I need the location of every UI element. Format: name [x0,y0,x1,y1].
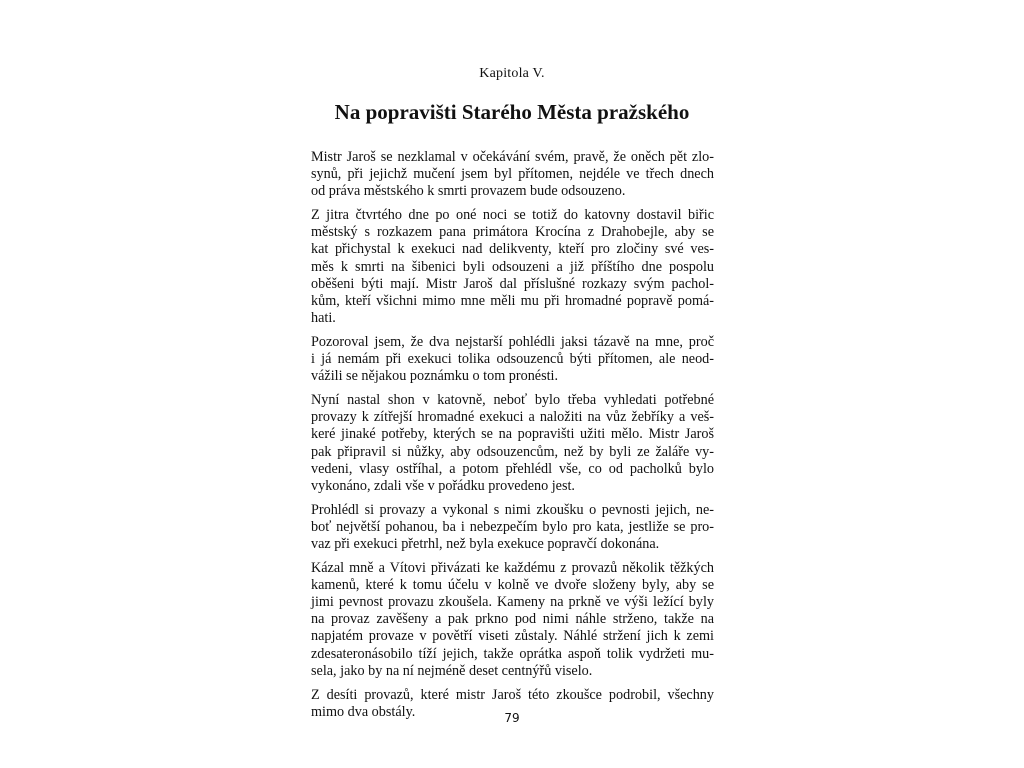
text-line: od práva městského k smrti provazem bude odsouzeno. [311,183,626,200]
text-line: kům, kteří všichni mimo mne měli mu při hromadné popravě pomá- [311,292,714,309]
text-line: Kázal mně a Vítovi přivázati ke každému z provazů několik těžkých [311,560,714,577]
text-line: provazy k zítřejší hromadné exekuci a naložiti na vůz žebříky a veš- [311,409,714,426]
text-line: synů, při jejichž mučení jsem byl přítomen, nejdéle ve třech dnech [311,166,714,183]
text-line: vykonáno, zdali vše v pořádku provedeno jest. [311,477,575,494]
text-line: napjatém provaze v povětří viseti zůstaly. Náhlé stržení jich k zemi [311,628,714,645]
paragraph [311,392,714,495]
text-line: vedeni, vlasy ostříhal, a potom přehlédl vše, co od pacholků bylo [311,460,714,477]
text-line: sela, jako by na ní nejméně deset centnýřů viselo. [311,662,593,679]
text-line: Z jitra čtvrtého dne po oné noci se totiž do katovny dostavil biřic [311,207,714,224]
paragraph [311,502,714,553]
paragraph [311,560,714,680]
text-line: jimi pevnost provazu zkoušela. Kameny na prkně ve výši ležící byly [311,594,714,611]
chapter-title: Na popravišti Starého Města pražského [334,100,690,124]
text-line: kamenů, které k tomu účelu v kolně ve dvoře složeny byly, aby se [311,577,714,594]
text-line: měs k smrti na šibenici byli odsouzeni a již příštího dne pospolu [311,258,714,275]
text-line: oběšeni býti mají. Mistr Jaroš dal příslušné rozkazy svým pachol- [311,275,714,292]
text-line: vaz při exekuci přetrhl, než byla exekuce popravčí dokonána. [311,535,660,552]
chapter-label: Kapitola V. [479,66,545,81]
text-line: hati. [311,309,336,326]
text-line: i já nemám při exekuci tolika odsouzenců býti přítomen, ale neod- [311,351,714,368]
text-line: pak připravil si nůžky, aby odsouzencům, než by byli ze žaláře vy- [311,443,714,460]
text-line: městský s rozkazem pana primátora Krocína z Drahobejle, aby se [311,224,714,241]
text-line: vážili se nějakou poznámku o tom pronésti. [311,368,559,385]
text-line: Prohlédl si provazy a vykonal s nimi zkoušku o pevnosti jejich, ne- [311,501,714,518]
text-line: na provaz zavěšeny a pak prkno pod nimi náhle strženo, takže na [311,611,714,628]
paragraph [311,149,714,200]
text-line: mimo dva obstály. [311,703,416,720]
text-line: Mistr Jaroš se nezklamal v očekávání svém, pravě, že oněch pět zlo- [311,149,714,165]
text-line: Z desíti provazů, které mistr Jaroš této zkoušce podrobil, všechny [311,686,714,703]
text-line: zdesateronásobilo tíží jejich, takže oprátka aspoň tolik vydržeti mu- [311,645,714,662]
text-line: Pozoroval jsem, že dva nejstarší pohlédli jaksi tázavě na mne, proč [311,333,714,350]
text-line: kat přichystal k exekuci nad delikventy, kteří pro zločiny své ves- [311,241,714,258]
body-text [311,149,714,728]
paragraph [311,334,714,385]
text-line: keré jinaké potřeby, kterých se na popravišti užiti mělo. Mistr Jaroš [311,426,714,443]
text-line: boť největší pohanou, ba i nebezpečím bylo pro kata, jestliže se pro- [311,518,714,535]
page-number: 79 [504,711,520,725]
text-line: Nyní nastal shon v katovně, neboť bylo třeba vyhledati potřebné [311,392,714,409]
paragraph [311,207,714,327]
